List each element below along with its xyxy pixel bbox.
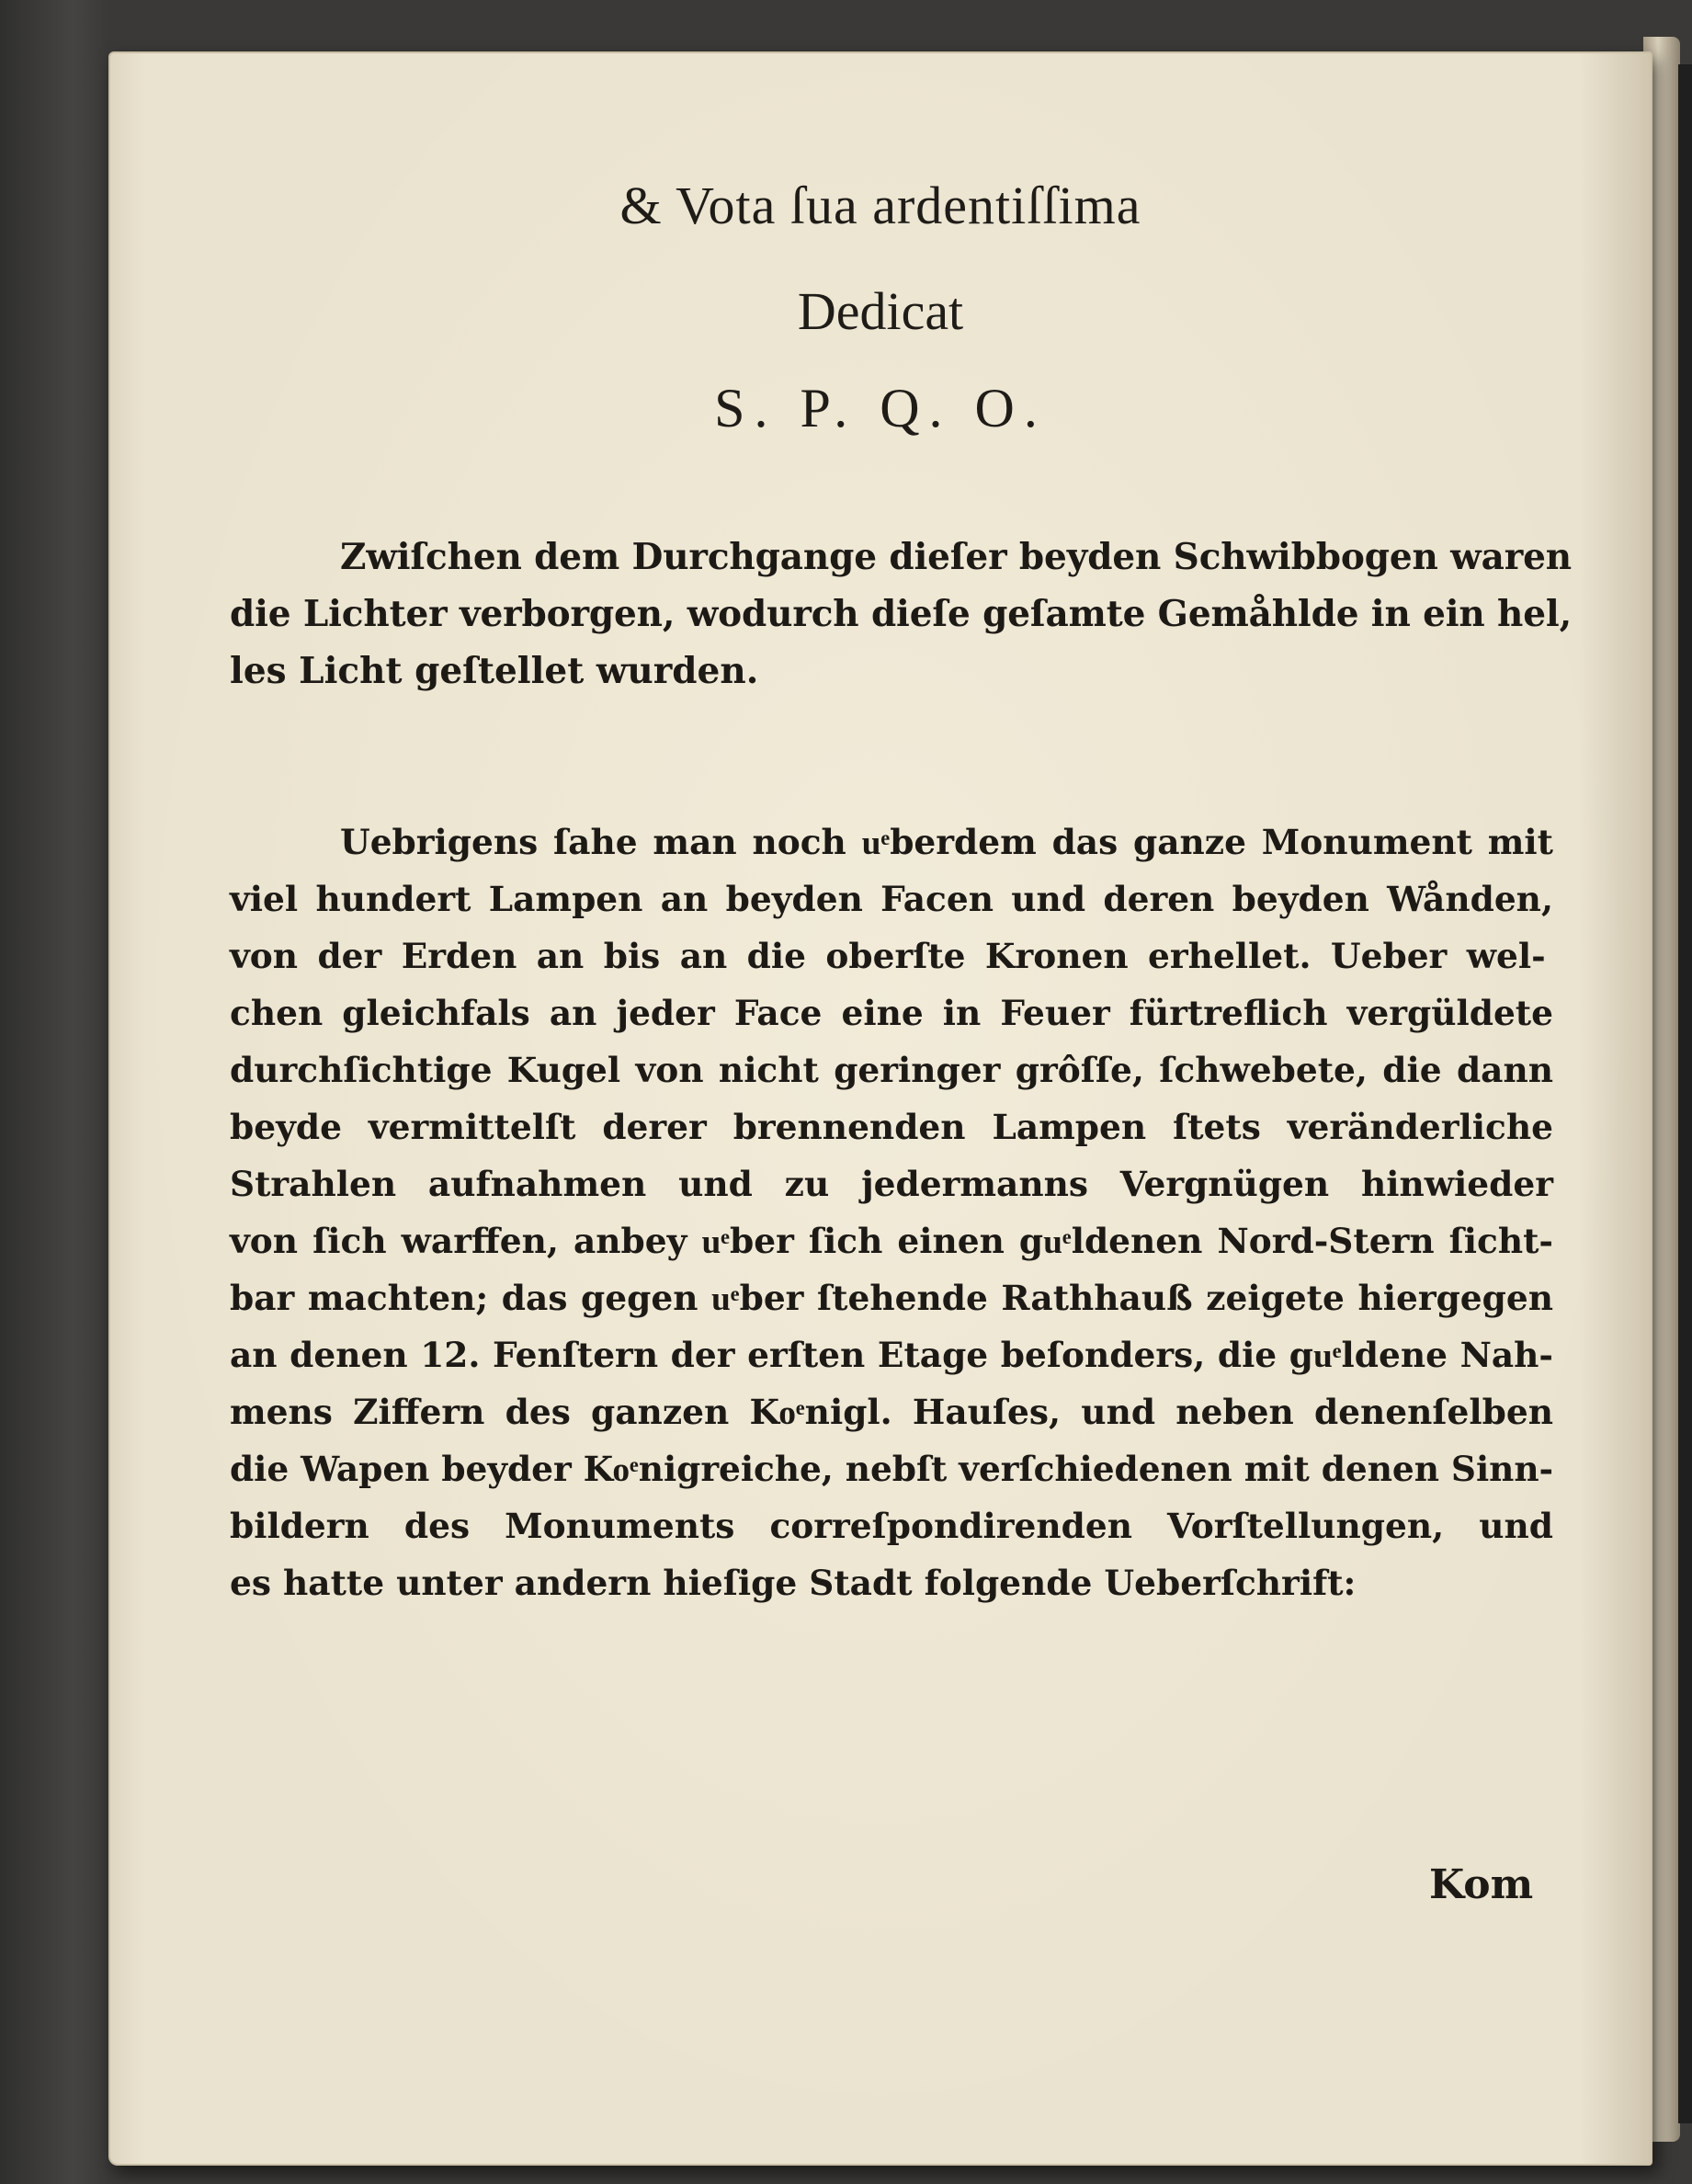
text-line: von ſich warffen, anbey uͤber ſich einen guͤldenen Nord-Stern ſicht- [230,1221,1553,1261]
paragraph-monument [230,813,1553,1611]
heading-line-vota: & Vota ſua ardentiſſima [619,176,1141,235]
text-line: beyde vermittelſt derer brennenden Lampen ſtets veränderliche [230,1107,1553,1147]
text-line: les Licht geſtellet wurden. [230,650,759,692]
paragraph-lichter [230,529,1572,700]
text-line: durchſichtige Kugel von nicht geringer grôſſe, ſchwebete, die dann [230,1050,1553,1090]
text-line: Uebrigens ſahe man noch uͤberdem das ganze Monument mit [340,822,1553,862]
text-line: von der Erden an bis an die oberſte Kronen erhellet. Ueber wel- [230,936,1546,976]
text-line: Strahlen aufnahmen und zu jedermanns Vergnügen hinwieder [230,1164,1553,1204]
text-line: bildern des Monuments correſpondirenden Vorſtellungen, und [230,1506,1553,1546]
catchword: Kom [1429,1861,1534,1908]
text-line: viel hundert Lampen an beyden Facen und deren beyden Wånden, [230,879,1553,919]
text-line: die Wapen beyder Koͤnigreiche, nebſt verſchiedenen mit denen Sinn- [230,1449,1554,1489]
text-line: bar machten; das gegen uͤber ſtehende Rathhauß zeigete hiergegen [230,1278,1553,1318]
text-line: die Lichter verborgen, wodurch dieſe geſamte Gemåhlde in ein hel, [230,593,1572,635]
heading-line-spqo: S. P. Q. O. [714,378,1047,438]
heading-line-dedicat: Dedicat [797,281,964,341]
text-line: es hatte unter andern hieſige Stadt folgende Ueberſchrift: [230,1563,1357,1603]
text-line: chen gleichfals an jeder Face eine in Feuer fürtreflich vergüldete [230,993,1553,1033]
text-line: an denen 12. Fenſtern der erſten Etage beſonders, die guͤldene Nah- [230,1335,1553,1375]
text-line: Zwiſchen dem Durchgange dieſer beyden Schwibbogen waren [340,536,1572,578]
page-edge-shadow [1678,64,1692,2123]
text-line: mens Ziffern des ganzen Koͤnigl. Hauſes, und neben denenſelben [230,1392,1553,1432]
